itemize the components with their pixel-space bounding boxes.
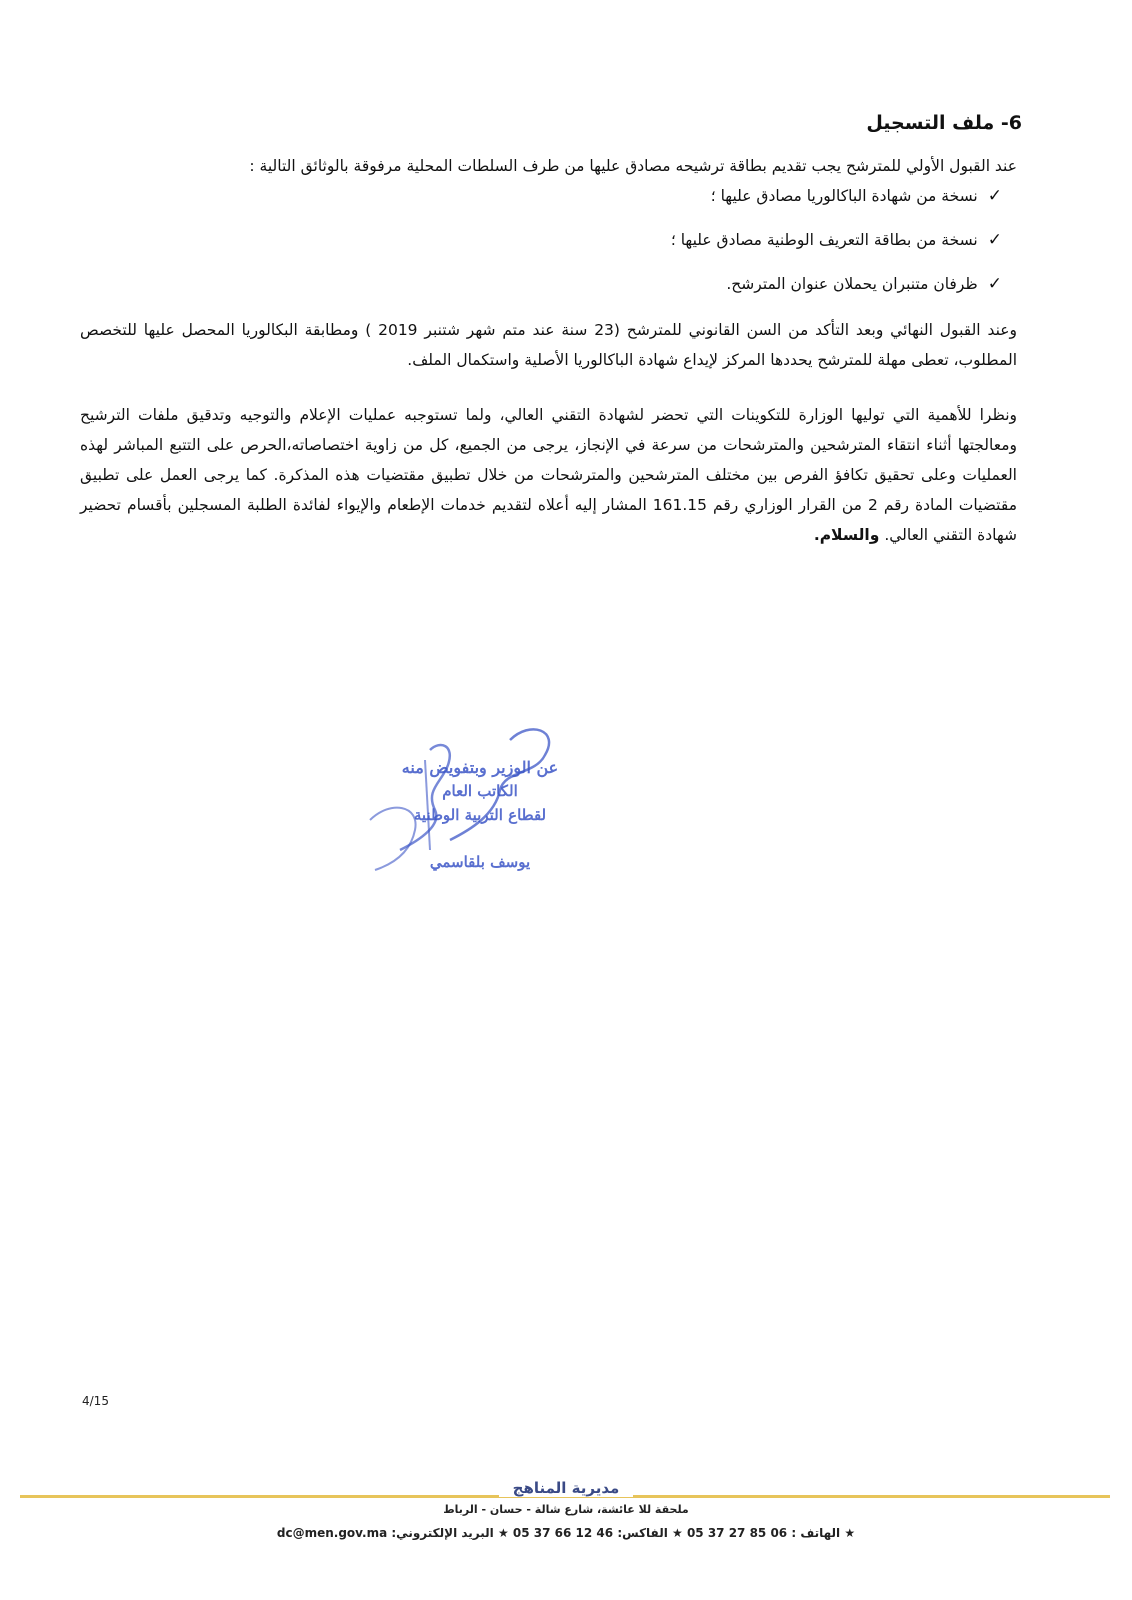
list-item-text: نسخة من شهادة الباكالوريا مصادق عليها ؛ xyxy=(710,187,978,205)
intro-paragraph: عند القبول الأولي للمترشح يجب تقديم بطاقة ترشيحه مصادق عليها من طرف السلطات المحلية مرفوقة بالوثائق التالية : xyxy=(249,157,1017,175)
fax-number: 05 37 66 12 46 xyxy=(512,1526,614,1540)
fax-label: ★ الفاكس: xyxy=(617,1526,683,1540)
section-heading: 6- ملف التسجيل xyxy=(866,112,1022,134)
footer-address: ملحقة للا عائشة، شارع شالة - حسان - الرباط xyxy=(443,1503,689,1516)
list-item-text: ظرفان متنبران يحملان عنوان المترشح. xyxy=(726,275,978,293)
final-acceptance-paragraph: وعند القبول النهائي وبعد التأكد من السن القانوني للمترشح (23 سنة عند متم شهر شتنبر 2019 ) ومطابقة البكالوريا المحصل عليها للتخصص المطلوب، تعطى مهلة للمترشح يحددها المركز لإيداع شهادة الباكالوريا الأصلية واستكمال الملف. xyxy=(80,321,1018,369)
footer-contact xyxy=(150,1526,982,1540)
closing-salutation: والسلام. xyxy=(813,526,880,544)
signature-line-sector: لقطاع التربية الوطنية xyxy=(413,806,547,824)
list-item-text: نسخة من بطاقة التعريف الوطنية مصادق عليها ؛ xyxy=(670,231,978,249)
phone-label: ★ الهاتف : xyxy=(791,1526,856,1540)
list-item xyxy=(150,228,1002,252)
importance-paragraph xyxy=(80,400,1017,550)
checkmark-icon: ✓ xyxy=(987,186,1002,206)
required-documents-list xyxy=(150,184,1002,316)
signature-stamp xyxy=(330,720,630,890)
footer xyxy=(150,1478,982,1540)
page-number: 4/15 xyxy=(82,1394,109,1408)
signatory-name: يوسف بلقاسمي xyxy=(429,853,531,871)
email-address[interactable]: dc@men.gov.ma xyxy=(276,1526,388,1540)
checkmark-icon: ✓ xyxy=(987,230,1002,250)
list-item xyxy=(150,272,1002,296)
checkmark-icon: ✓ xyxy=(987,274,1002,294)
importance-text: ونظرا للأهمية التي توليها الوزارة للتكوينات التي تحضر لشهادة التقني العالي، ولما تستوجبه عمليات الإعلام والتوجيه وتدقيق ملفات الترشيح ومعالجتها أثناء انتقاء المترشحين والمترشحات من سرعة في الإنجاز، يرجى من الجميع، كل من زاوية اختصاصاته،الحرص على التتبع المباشر لهذه العمليات وعلى تحقيق تكافؤ الفرص بين مختلف المترشحين والمترشحات من خلال تطبيق مقتضيات هذه المذكرة. كما يرجى العمل على تطبيق مقتضيات المادة رقم 2 من القرار الوزاري رقم 161.15 المشار إليه أعلاه لتقديم خدمات الإطعام والإيواء لفائدة الطلبة المسجلين بأقسام تحضير شهادة التقني العالي. xyxy=(80,406,1018,544)
signature-line-delegation: عن الوزير وبتفويض منه xyxy=(401,758,559,777)
email-label: ★ البريد الإلكتروني: xyxy=(391,1526,509,1540)
signature-line-title: الكاتب العام xyxy=(442,782,518,800)
footer-title: مديرية المناهج xyxy=(499,1479,634,1497)
list-item xyxy=(150,184,1002,208)
phone-number: 05 37 27 85 06 xyxy=(686,1526,788,1540)
